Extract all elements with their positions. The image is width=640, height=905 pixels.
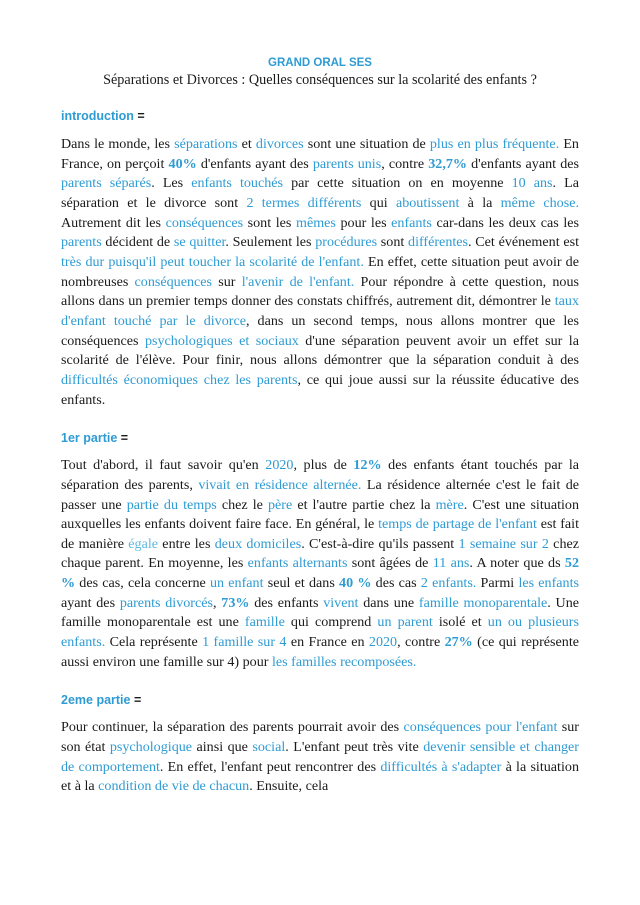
text-run: chez le [216,496,268,513]
text-run: Autrement dit les [61,214,166,231]
section-heading-equals: = [133,109,145,123]
text-run: , plus de [293,457,354,474]
highlighted-text: très dur puisqu'il peut toucher la scolarité de l'enfant. [61,253,364,270]
text-run: ayant des [61,594,120,611]
highlighted-text: 32,7% [428,155,467,172]
section-heading-equals: = [117,431,129,446]
text-run: , [213,594,222,611]
text-run: sont âgées de [347,555,433,572]
highlighted-text: parents unis [312,155,382,172]
text-run: isolé et [432,614,488,631]
text-run: des cas, cela concerne [75,575,210,592]
text-run: sont une situation de [303,136,430,152]
highlighted-text: père [267,496,293,513]
highlighted-text: parents séparés [61,175,152,192]
document-title: GRAND ORAL SES [268,57,372,69]
highlighted-text: un ou plusieurs enfants. [61,614,579,651]
text-run: , ce qui joue aussi sur la réussite éducative des enfants. [61,371,579,408]
text-run: pour les [335,214,392,231]
highlighted-text: difficultés économiques chez les parents [61,371,298,388]
text-run: . Cet événement est [468,234,579,251]
highlighted-text: 52 % [61,555,579,592]
text-run: d'enfants ayant des [466,155,579,172]
highlighted-text: un parent [377,614,433,631]
text-run: des enfants [249,594,324,611]
highlighted-text: 73% [221,594,250,611]
highlighted-text: vivait en résidence alternée. [198,476,362,493]
highlighted-text: 40 % [339,575,372,592]
highlighted-text: aboutissent [395,194,460,211]
text-run: . Seulement les [225,234,316,251]
highlighted-text: deux domiciles [214,535,302,552]
text-run: et [237,136,256,152]
text-run: est fait de manière [61,516,579,552]
highlighted-text: les familles recomposées. [271,653,417,670]
highlighted-text: conséquences [134,273,213,290]
highlighted-text: vivent [323,594,359,611]
highlighted-text: conséquences pour l'enfant [403,719,558,736]
paragraph-part-1 [61,456,579,672]
highlighted-text: 10 ans [511,175,553,192]
highlighted-text: psychologique [109,739,193,756]
text-run: sont [377,234,409,251]
text-run: , dans un second temps, nous allons montrer que les conséquences [61,312,579,349]
highlighted-text: 2 enfants. [420,575,477,592]
section-heading-label: 1er partie [61,431,118,446]
highlighted-text: 27% [444,634,473,651]
text-run: par cette situation on en moyenne [283,175,512,192]
text-run: La résidence alternée c'est le fait de passer une [61,476,580,513]
highlighted-text: 11 ans [432,555,470,572]
text-run: ainsi que [192,739,253,756]
highlighted-text: mère [435,496,464,513]
text-run: Pour répondre à cette question, nous allons dans un premier temps donner des constats chiffrés, autrement dit, démontrer le [61,273,580,310]
text-run: Tout d'abord, il faut savoir qu'en [61,457,266,474]
text-run: des enfants étant touchés par la séparation des parents, [61,457,579,493]
text-run: . A noter que ds [469,555,565,572]
highlighted-text: conséquences [165,214,244,231]
highlighted-text: social [252,739,286,756]
highlighted-text: 12% [353,457,382,474]
text-run: . Une famille monoparentale est une [61,594,580,631]
text-run: sur son état [61,719,580,756]
section-heading-label: 2eme partie [61,693,131,708]
text-run: sont les [243,214,296,231]
highlighted-text: enfants alternants [247,555,348,572]
section-heading-label: introduction [61,109,134,123]
highlighted-text: temps de partage de l'enfant [378,516,537,533]
text-run: à la [459,194,501,211]
highlighted-text: séparations [174,136,238,152]
highlighted-text: 1 semaine sur 2 [458,535,549,552]
highlighted-text: se quitter [173,234,226,251]
highlighted-text: 2020 [265,457,294,474]
text-run: sur [212,273,242,290]
text-run: . L'enfant peut très vite [285,739,424,756]
text-run: décident de [101,234,174,251]
section-heading-introduction [61,108,579,124]
highlighted-text: 2020 [368,634,398,651]
document-page [61,56,579,797]
highlighted-text: partie du temps [126,496,217,513]
text-run: . Les [151,175,192,192]
text-run: chez chaque parent. En moyenne, les [61,535,579,572]
text-run: d'enfants ayant des [196,155,313,172]
text-run: des cas [371,575,421,592]
text-run: entre les [158,535,215,552]
text-run: d'une séparation peuvent avoir un effet sur la scolarité de l'élève. Pour finir, nous allons démontrer que la séparation conduit à des [61,332,579,369]
highlighted-text: les enfants [518,575,579,592]
text-run: . C'est une situation auxquelles les enfants doivent faire face. En général, le [61,496,579,533]
highlighted-text: mêmes [295,214,336,231]
text-run: Cela représente [105,634,203,651]
paragraph-part-2 [61,718,579,797]
highlighted-text: parents divorcés [119,594,214,611]
highlighted-text: procédures [315,234,378,251]
text-run: . La séparation et le divorce sont [61,175,579,211]
highlighted-text: famille monoparentale [418,594,548,611]
text-run: , contre [397,634,445,651]
text-run: (ce qui représente aussi environ une famille sur 4) pour [61,634,579,670]
document-subtitle: Séparations et Divorces : Quelles conséquences sur la scolarité des enfants ? [103,72,537,88]
highlighted-text: divorces [255,136,304,152]
highlighted-text: enfants touchés [191,175,284,192]
text-run: en France en [286,634,369,651]
text-run: En France, on perçoit [61,136,579,172]
section-heading-part-2 [61,692,579,708]
highlighted-text: différentes [408,234,469,251]
text-run: et l'autre partie chez la [292,496,436,513]
text-run: à la situation et à la [61,758,579,795]
paragraph-introduction [61,135,579,410]
text-run: En effet, cette situation peut avoir de nombreuses [61,253,579,290]
text-run: car-dans les deux cas les [431,214,579,231]
text-run: qui [361,194,396,211]
highlighted-text: un enfant [209,575,264,592]
highlighted-text: 40% [168,155,197,172]
highlighted-text: parents [61,234,102,251]
highlighted-text: taux d'enfant touché par le divorce [61,293,579,329]
highlighted-text: égale [128,535,159,552]
highlighted-text: même chose. [500,194,579,211]
highlighted-text: famille [244,614,285,631]
section-heading-equals: = [130,693,142,708]
highlighted-text: difficultés à s'adapter [380,758,502,775]
highlighted-text: l'avenir de l'enfant. [241,273,355,290]
highlighted-text: psychologiques et sociaux [144,332,299,349]
text-run: Pour continuer, la séparation des parents pourrait avoir des [61,719,404,736]
highlighted-text: enfants [391,214,432,231]
text-run: . C'est-à-dire qu'ils passent [301,535,459,552]
highlighted-text: devenir sensible et changer de comportement [61,739,579,775]
text-run: . En effet, l'enfant peut rencontrer des [159,758,381,775]
section-heading-part-1 [61,430,579,446]
highlighted-text: 1 famille sur 4 [202,634,287,651]
text-run: Parmi [476,575,519,592]
highlighted-text: plus en plus fréquente. [429,136,560,152]
highlighted-text: condition de vie de chacun [98,778,250,795]
text-run: qui comprend [284,614,378,631]
text-run: , contre [381,155,429,172]
highlighted-text: 2 termes différents [246,194,362,211]
text-run: seul et dans [263,575,340,592]
text-run: . Ensuite, cela [249,778,329,795]
text-run: Dans le monde, les [61,136,175,152]
text-run: dans une [358,594,419,611]
